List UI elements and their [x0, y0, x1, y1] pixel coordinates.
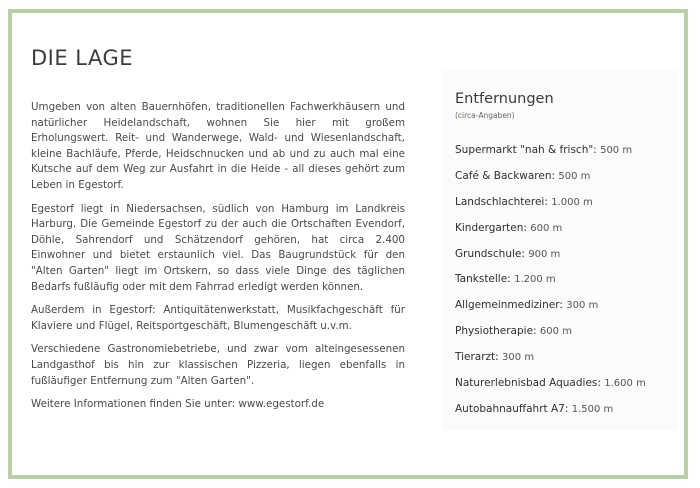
distance-label: Supermarkt "nah & frisch": [455, 144, 597, 156]
distance-label: Kindergarten: [455, 221, 527, 234]
distance-item [455, 299, 680, 325]
distance-label: Physiotherapie: [455, 325, 537, 338]
distance-value: 1.500 m [571, 403, 614, 415]
distance-label: Landschlachterei: [455, 195, 548, 208]
distance-item [455, 222, 680, 248]
distance-item [455, 351, 680, 377]
distance-value: 1.200 m [514, 274, 556, 286]
distance-item [455, 248, 680, 274]
distance-label: Café & Backwaren: [455, 169, 556, 182]
distance-item [455, 403, 680, 429]
distance-item [455, 196, 680, 222]
distance-value: 1.000 m [551, 196, 593, 208]
paragraph-gastronomy: Verschiedene Gastronomiebetriebe, und zwar vom alteingesessenen Landgasthof bis hin zur klassischen Pizzeria, liegen ebenfalls in fußläufiger Entfernung zum "Alten Garten". [31, 343, 405, 387]
distance-value: 500 m [558, 170, 591, 182]
distance-value: 900 m [528, 248, 561, 260]
distance-label: Tierarzt: [455, 351, 499, 364]
distance-value: 300 m [566, 300, 599, 312]
distance-label: Naturerlebnisbad Aquadies: [455, 377, 601, 390]
distances-subtitle: (circa-Angaben) [455, 111, 515, 120]
distance-item [455, 325, 680, 351]
distance-label: Grundschule: [455, 247, 525, 260]
distance-item [455, 377, 680, 403]
distance-label: Autobahnauffahrt A7: [455, 402, 569, 415]
page-title: DIE LAGE [31, 46, 134, 70]
distance-value: 1.600 m [604, 378, 646, 390]
distance-label: Allgemeinmediziner: [455, 299, 563, 312]
paragraph-shops: Außerdem in Egestorf: Antiquitätenwerkstatt, Musikfachgeschäft für Klaviere und Flügel, Reitsportgeschäft, Blumengeschäft u.v.m. [31, 304, 405, 332]
distance-item [455, 273, 680, 299]
paragraph-more-info: Weitere Informationen finden Sie unter: www.egestorf.de [31, 398, 325, 411]
distance-value: 500 m [600, 145, 633, 156]
distances-list [455, 144, 680, 429]
paragraph-intro: Umgeben von alten Bauernhöfen, traditionellen Fachwerkhäusern und natürlicher Heidelandschaft, wohnen Sie hier mit großem Erholungswert. Reit- und Wanderwege, Wald- und Wiesenlandschaft, kleine Bachläufe, Pferde, Heidschnucken und ab und zu auch mal eine Kutsche auf dem Weg zur Ausfahrt in die Heide - all dieses gehört zum Leben in Egestorf. [31, 101, 405, 191]
distance-value: 600 m [530, 222, 563, 234]
distance-item [455, 144, 680, 170]
distance-value: 600 m [539, 326, 572, 338]
distance-label: Tankstelle: [455, 273, 511, 286]
lage-text-column [31, 100, 405, 421]
distance-item [455, 170, 680, 196]
paragraph-location: Egestorf liegt in Niedersachsen, südlich von Hamburg im Landkreis Harburg. Die Gemeinde Egestorf zu der auch die Ortschaften Evendorf, Döhle, Sahrendorf und Schätzendorf gehören, hat circa 2.400 Einwohner und bietet erstaunlich viel. Das Baugrundstück für den "Alten Garten" liegt im Ortskern, so dass viele Dinge des täglichen Bedarfs fußläufig oder mit dem Fahrrad erledigt werden können. [31, 202, 405, 293]
distances-title: Entfernungen [455, 91, 554, 107]
distance-value: 300 m [502, 352, 535, 364]
